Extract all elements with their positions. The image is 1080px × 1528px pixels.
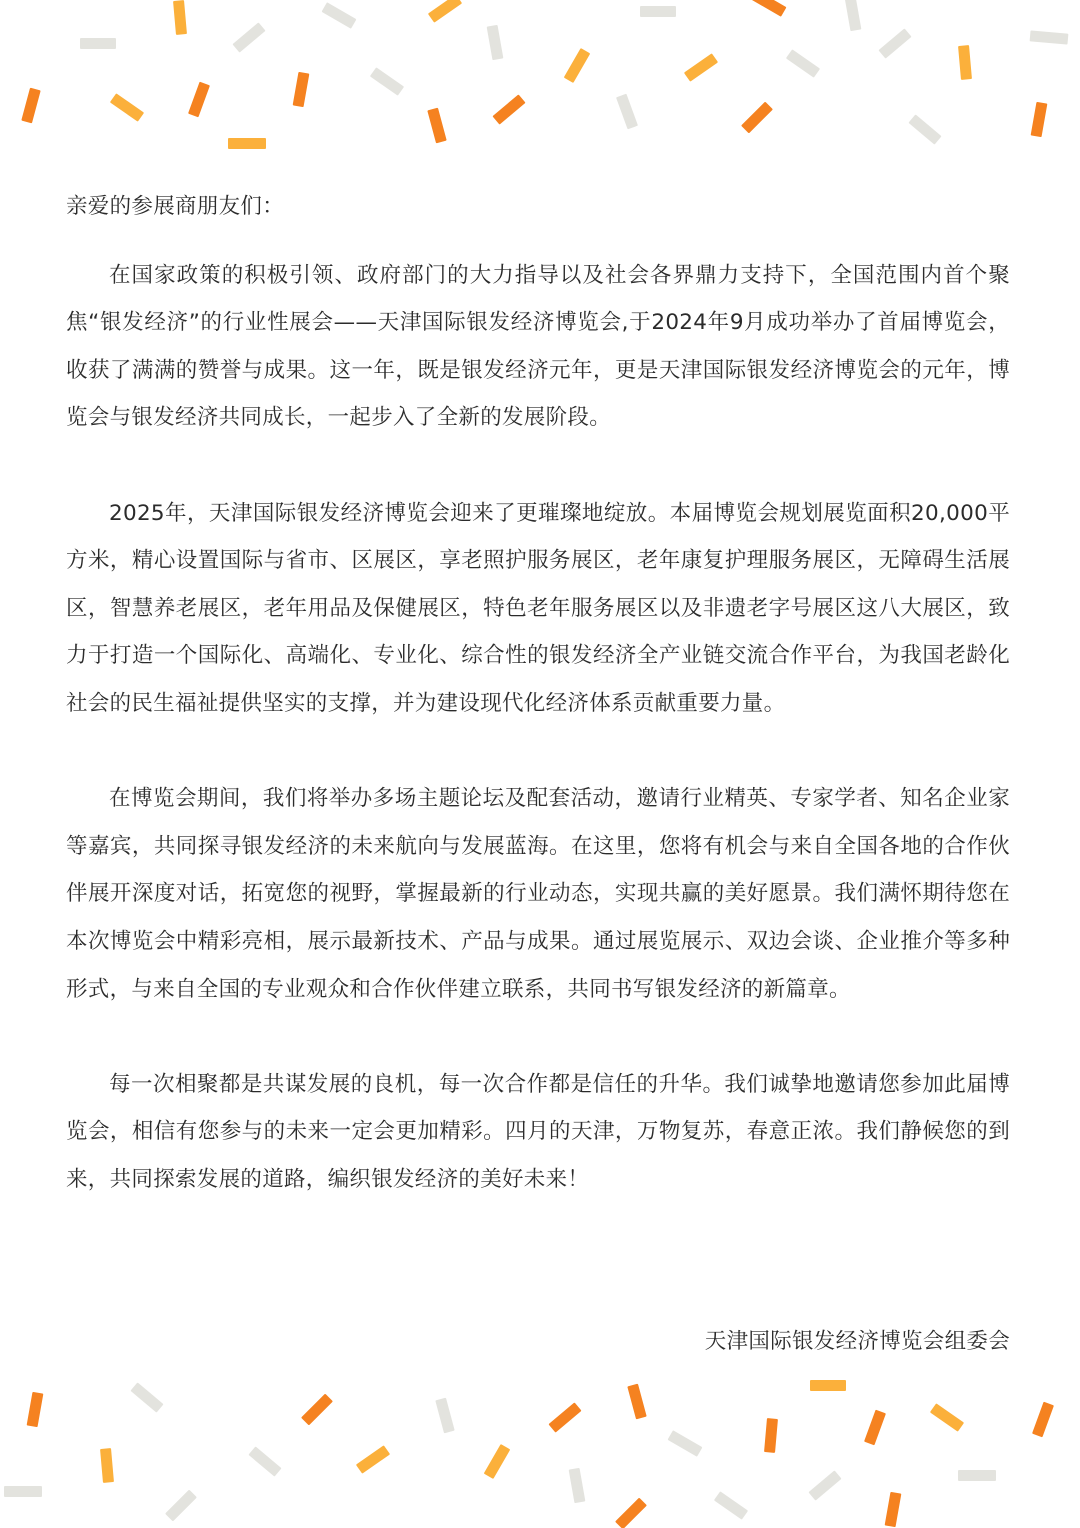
letter-signature: 天津国际银发经济博览会组委会 <box>704 1329 1010 1354</box>
letter-paragraph-3: 在博览会期间，我们将举办多场主题论坛及配套活动，邀请行业精英、专家学者、知名企业家等嘉宾，共同探寻银发经济的未来航向与发展蓝海。在这里，您将有机会与来自全国各地的合作伙伴展开深度对话，拓宽您的视野，掌握最新的行业动态，实现共赢的美好愿景。我们满怀期待您在本次博览会中精彩亮相，展示最新技术、产品与成果。通过展览展示、双边会谈、企业推介等多种形式，与来自全国的专业观众和合作伙伴建立联系，共同书写银发经济的新篇章。 <box>66 786 1010 1002</box>
confetti-piece <box>878 28 911 58</box>
confetti-piece <box>958 45 972 80</box>
confetti-piece <box>435 1398 454 1434</box>
confetti-piece <box>228 138 266 149</box>
confetti-piece <box>165 1490 197 1522</box>
confetti-piece <box>564 48 591 83</box>
confetti-piece <box>248 1446 281 1476</box>
confetti-piece <box>370 67 404 96</box>
letter-paragraph-4: 每一次相聚都是共谋发展的良机，每一次合作都是信任的升华。我们诚挚地邀请您参加此届博览会，相信有您参与的未来一定会更加精彩。四月的天津，万物复苏，春意正浓。我们静候您的到来，共同探索发展的道路，编织银发经济的美好未来！ <box>66 1071 1010 1192</box>
confetti-piece <box>130 1382 163 1412</box>
confetti-piece <box>741 102 773 134</box>
confetti-piece <box>322 2 357 29</box>
confetti-piece <box>864 1410 886 1446</box>
confetti-piece <box>764 1418 778 1453</box>
confetti-piece <box>616 94 638 130</box>
confetti-piece <box>908 114 941 144</box>
confetti-piece <box>100 1448 114 1483</box>
confetti-piece <box>110 93 144 122</box>
confetti-piece <box>427 108 446 144</box>
confetti-piece <box>684 53 718 82</box>
confetti-piece <box>627 1384 646 1420</box>
confetti-piece <box>615 1498 647 1528</box>
confetti-piece <box>232 22 265 52</box>
confetti-piece <box>714 1491 748 1520</box>
confetti-piece <box>80 38 116 49</box>
confetti-piece <box>808 1470 841 1500</box>
confetti-piece <box>640 6 676 17</box>
letter-paragraph-1: 在国家政策的积极引领、政府部门的大力指导以及社会各界鼎力支持下，全国范围内首个聚焦“银发经济”的行业性展会——天津国际银发经济博览会,于2024年9月成功举办了首届博览会，收获了满满的赞誉与成果。这一年，既是银发经济元年，更是天津国际银发经济博览会的元年，博览会与银发经济共同成长，一起步入了全新的发展阶段。 <box>66 262 1010 431</box>
confetti-bottom-decoration <box>0 1368 1080 1528</box>
confetti-piece <box>293 72 310 107</box>
confetti-piece <box>930 1403 964 1432</box>
confetti-piece <box>21 88 40 124</box>
letter-greeting: 亲爱的参展商朋友们： <box>66 194 285 219</box>
confetti-piece <box>885 1492 902 1527</box>
confetti-piece <box>484 1444 511 1479</box>
confetti-piece <box>487 25 504 60</box>
confetti-piece <box>188 82 210 118</box>
confetti-piece <box>1031 102 1048 137</box>
confetti-piece <box>810 1380 846 1391</box>
confetti-piece <box>786 49 820 78</box>
confetti-piece <box>1032 1402 1054 1438</box>
confetti-piece <box>428 0 462 23</box>
confetti-piece <box>4 1486 42 1497</box>
confetti-piece <box>301 1394 333 1426</box>
confetti-piece <box>492 94 525 124</box>
confetti-piece <box>1030 30 1069 44</box>
confetti-piece <box>845 0 862 31</box>
confetti-top-decoration <box>0 0 1080 160</box>
confetti-piece <box>958 1470 996 1481</box>
confetti-piece <box>668 1430 703 1457</box>
confetti-piece <box>27 1392 44 1427</box>
invitation-letter <box>66 183 1010 1203</box>
letter-paragraph-2: 2025年，天津国际银发经济博览会迎来了更璀璨地绽放。本届博览会规划展览面积20,000平方米，精心设置国际与省市、区展区，享老照护服务展区，老年康复护理服务展区，无障碍生活展区，智慧养老展区，老年用品及保健展区，特色老年服务展区以及非遗老字号展区这八大展区，致力于打造一个国际化、高端化、专业化、综合性的银发经济全产业链交流合作平台，为我国老龄化社会的民生福祉提供坚实的支撑，并为建设现代化经济体系贡献重要力量。 <box>66 500 1010 716</box>
confetti-piece <box>569 1468 586 1503</box>
confetti-piece <box>173 0 187 35</box>
confetti-piece <box>356 1445 390 1474</box>
confetti-piece <box>548 1402 581 1432</box>
confetti-piece <box>752 0 787 17</box>
